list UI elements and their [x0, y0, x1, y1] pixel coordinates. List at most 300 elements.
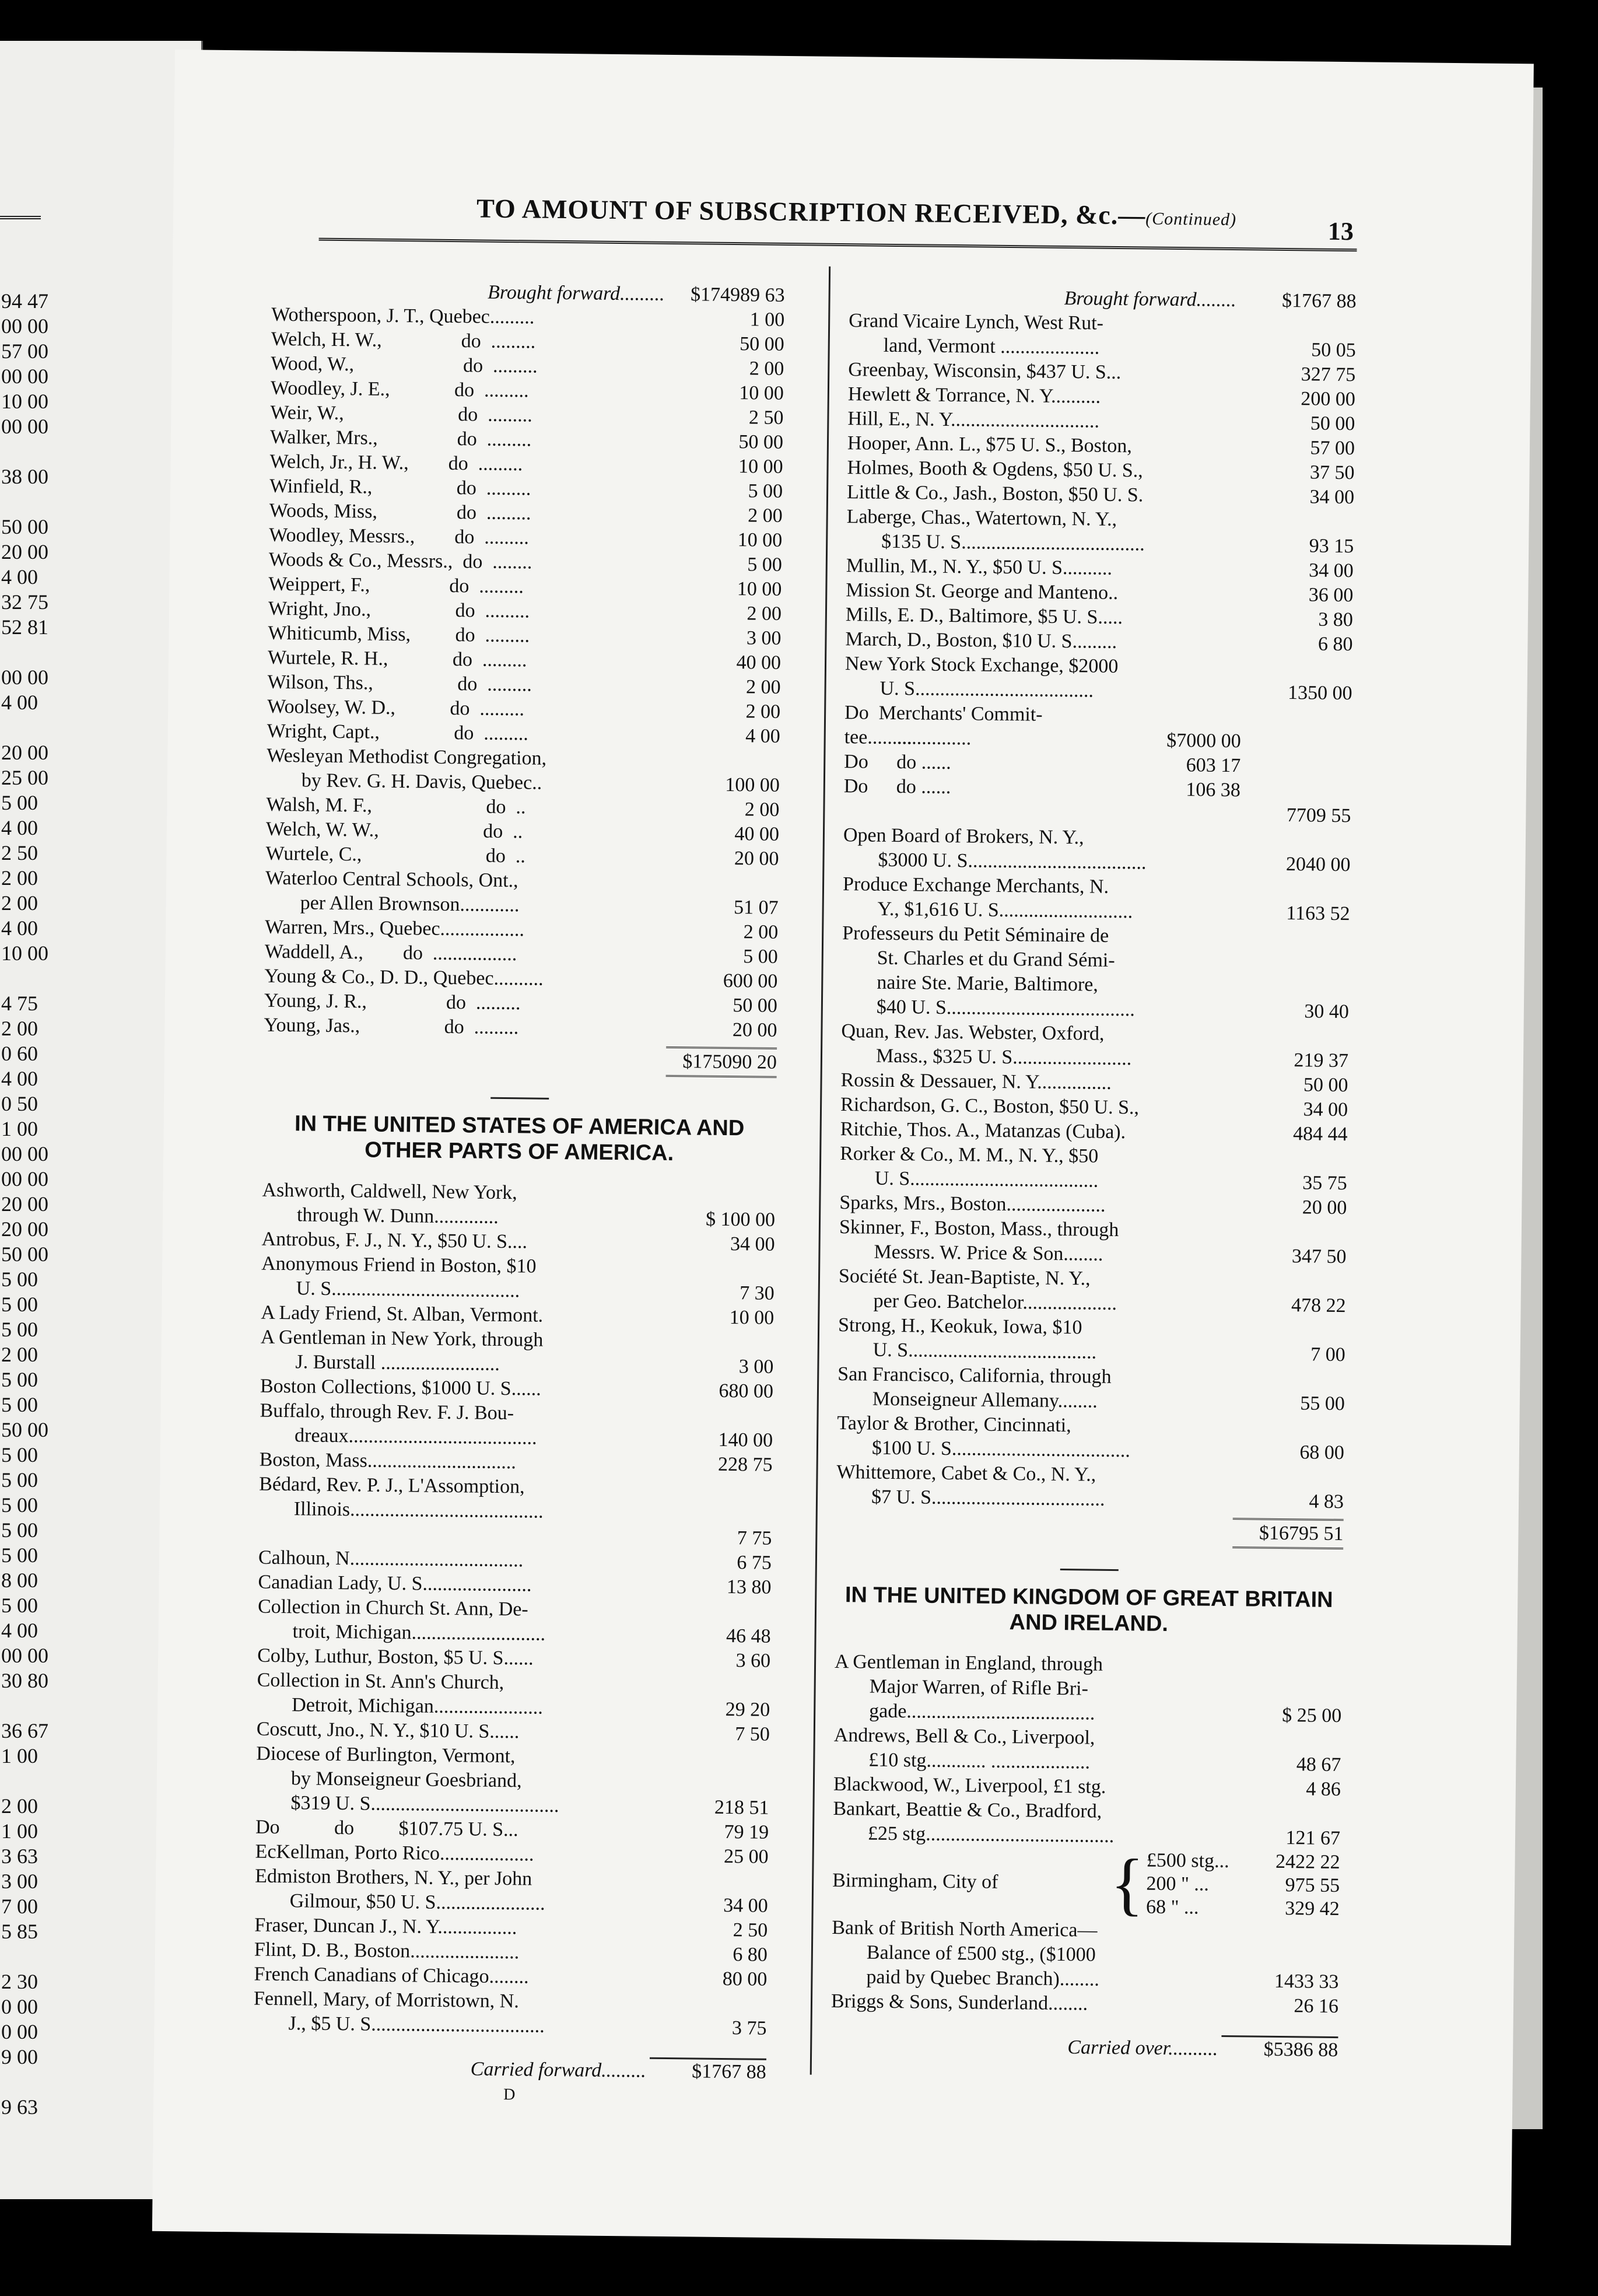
quebec-list-3	[264, 915, 778, 1043]
entry-amount: 7 50	[735, 1723, 770, 1745]
entry-amount: 29 20	[725, 1699, 770, 1721]
left-page-amount: 50 00	[1, 1418, 48, 1441]
entry-name: $7 U. S...................................	[871, 1486, 1105, 1510]
entry-name: Warren, Mrs., Quebec.................	[265, 916, 525, 941]
entry-name: Mass., $325 U. S........................	[875, 1045, 1132, 1070]
entry-name: Canadian Lady, U. S......................	[258, 1571, 532, 1596]
entry-name: Waterloo Central Schools, Ont.,	[265, 867, 518, 892]
entry-amount: 10 00	[737, 529, 783, 551]
left-page-amount: 0 00	[1, 1995, 38, 2018]
left-page-amount: 5 00	[1, 1318, 38, 1341]
birmingham-amount: 329 42	[1285, 1898, 1340, 1920]
entry-amount: 2 50	[748, 407, 784, 429]
entry-amount: 7 00	[1310, 1343, 1345, 1366]
left-page-amount: 5 00	[1, 1393, 38, 1416]
entry-amount: 10 00	[739, 382, 784, 404]
entry-name: Birmingham, City of	[832, 1869, 998, 1893]
entry-amount: 35 75	[1302, 1172, 1347, 1195]
entry-amount: 2040 00	[1285, 853, 1351, 876]
entry-amount: 34 00	[723, 1895, 768, 1917]
entry-name: Briggs & Sons, Sunderland........	[830, 1990, 1088, 2015]
entry-amount: 48 67	[1296, 1754, 1341, 1776]
entry-name: A Gentleman in New York, through	[260, 1326, 544, 1351]
entry-name: Coscutt, Jno., N. Y., $10 U. S......	[256, 1718, 520, 1743]
entry-name: Andrews, Bell & Co., Liverpool,	[833, 1724, 1095, 1749]
subrow-label: tee.........	[844, 726, 913, 749]
left-page-amount: 2 00	[1, 891, 38, 915]
left-page-amount: 2 00	[1, 1343, 38, 1366]
entry-amount: 40 00	[736, 652, 782, 674]
entry-name: Strong, H., Keokuk, Iowa, $10	[837, 1314, 1082, 1339]
list-item	[264, 1013, 777, 1043]
entry-amount: 100 00	[725, 774, 780, 796]
entry-name: Bédard, Rev. P. J., L'Assomption,	[259, 1473, 525, 1498]
brought-forward-amount: $1767 88	[1281, 289, 1357, 313]
entry-amount: 34 00	[1303, 1098, 1348, 1121]
left-page-amount: 4 75	[1, 992, 38, 1015]
left-page-amount: 8 00	[1, 1569, 38, 1592]
birmingham-entry	[832, 1846, 1340, 1921]
left-page-amount: 4 00	[1, 816, 38, 839]
left-page-amount	[0, 2070, 58, 2095]
entry-amount: 327 75	[1301, 363, 1356, 386]
entry-amount: 3 00	[746, 627, 782, 649]
entry-name: Anonymous Friend in Boston, $10	[261, 1252, 537, 1278]
entry-name: Wurtele, C., do ..	[265, 842, 526, 867]
left-page-amount: 00 00	[1, 666, 48, 689]
entry-amount: 1163 52	[1286, 902, 1350, 925]
left-page-amount: 52 81	[1, 615, 48, 639]
left-page-amount	[0, 1693, 58, 1718]
header-continued: (Continued)	[1145, 209, 1237, 230]
entry-amount: 50 00	[738, 431, 784, 453]
entry-name: Diocese of Burlington, Vermont,	[256, 1742, 516, 1768]
entry-name: A Gentleman in England, through	[834, 1650, 1103, 1675]
left-page-amount: 4 00	[1, 1067, 38, 1090]
entry-name: Produce Exchange Merchants, N.	[842, 873, 1109, 898]
entry-name: Messrs. W. Price & Son........	[874, 1241, 1103, 1265]
entry-name: Calhoun, N...................................	[258, 1546, 524, 1572]
entry-name: Wotherspoon, J. T., Quebec.........	[271, 303, 535, 328]
left-page-amount	[0, 966, 58, 991]
entry-name: Little & Co., Jash., Boston, $50 U. S.	[846, 481, 1144, 506]
entry-name: land, Vermont ....................	[883, 334, 1100, 359]
entry-name: $135 U. S.....................................	[881, 530, 1145, 555]
entry-amount: 2 00	[747, 505, 783, 527]
entry-name: U. S......................................	[874, 1167, 1099, 1192]
entry-name: Do do $107.75 U. S...	[255, 1816, 518, 1841]
left-page-amount: 2 50	[1, 841, 38, 864]
uk-list	[833, 1650, 1342, 1851]
entry-name: Illinois.......................................	[293, 1498, 544, 1522]
entry-amount: 2 00	[747, 603, 782, 625]
entry-amount: 2 00	[749, 358, 784, 380]
left-page-amount: 5 85	[1, 1920, 38, 1943]
left-page-amount	[0, 640, 58, 665]
entry-name: Mullin, M., N. Y., $50 U. S..........	[846, 555, 1113, 579]
entry-amount: 200 00	[1301, 388, 1356, 411]
left-page-amount: 36 67	[1, 1719, 48, 1742]
entry-name: Welch, H. W., do .........	[271, 328, 536, 353]
entry-amount: 37 50	[1309, 461, 1355, 484]
left-page-amount: 7 00	[1, 1895, 38, 1918]
left-page-amount: 00 00	[1, 365, 48, 388]
entry-amount: 1350 00	[1287, 682, 1352, 705]
entry-amount: 219 37	[1294, 1049, 1349, 1072]
left-page-amount: 3 63	[1, 1845, 38, 1868]
entry-name: by Monseigneur Goesbriand,	[290, 1768, 522, 1792]
entry-name: Woods, Miss, do .........	[269, 499, 531, 524]
entry-name: Société St. Jean-Baptiste, N. Y.,	[838, 1265, 1091, 1290]
entry-name: Sparks, Mrs., Boston....................	[839, 1192, 1106, 1216]
entry-amount: 20 00	[734, 848, 779, 870]
entry-name: Fennell, Mary, of Morristown, N.	[253, 1987, 520, 2013]
left-page-amounts	[0, 289, 58, 2120]
header-title: TO AMOUNT OF SUBSCRIPTION RECEIVED, &c.—	[476, 193, 1146, 230]
entry-name: Collection in St. Ann's Church,	[257, 1669, 504, 1694]
entry-name: Bank of British North America—	[832, 1916, 1098, 1941]
left-page-amount: 1 00	[1, 1744, 38, 1768]
entry-name: naire Ste. Marie, Baltimore,	[877, 971, 1099, 996]
entry-name: Wilson, Ths., do .........	[267, 671, 532, 696]
left-page-amount: 4 00	[1, 565, 38, 589]
entry-name: dreaux......................................	[294, 1424, 537, 1449]
subtotal-amount: $16795 51	[1232, 1518, 1344, 1549]
entry-name: £25 stg......................................	[867, 1822, 1115, 1847]
entry-amount: 2 00	[744, 799, 780, 821]
entry-name: Buffalo, through Rev. F. J. Bou-	[260, 1399, 514, 1424]
entry-amount: 50 00	[1303, 1074, 1348, 1097]
entry-amount: 3 80	[1318, 608, 1354, 631]
entry-name: March, D., Boston, $10 U. S.........	[845, 628, 1117, 653]
entry-name: $40 U. S......................................	[876, 996, 1136, 1021]
entry-amount: 79 19	[724, 1821, 769, 1843]
entry-name: Woodley, J. E., do .........	[270, 377, 529, 402]
entry-name: by Rev. G. H. Davis, Quebec..	[301, 769, 542, 794]
entry-name: Weir, W., do .........	[270, 401, 532, 426]
entry-name: Waddell, A., do .................	[264, 940, 517, 965]
entry-name: Fraser, Duncan J., N. Y................	[254, 1914, 517, 1939]
left-page-amount: 1 00	[1, 1117, 38, 1140]
entry-amount: 140 00	[718, 1429, 773, 1451]
entry-amount: 478 22	[1291, 1294, 1346, 1317]
entry-amount: 50 00	[1310, 412, 1355, 435]
entry-name: Do Merchants' Commit-	[844, 702, 1043, 726]
entry-name: Laberge, Chas., Watertown, N. Y.,	[846, 506, 1117, 530]
entry-name: Wright, Capt., do .........	[267, 720, 529, 745]
left-page-amount: 20 00	[1, 741, 48, 764]
entry-amount: 34 00	[730, 1233, 775, 1255]
entry-name: Welch, W. W., do ..	[265, 818, 523, 843]
left-page-amount: 5 00	[1, 1468, 38, 1492]
entry-name: St. Charles et du Grand Sémi-	[877, 947, 1115, 971]
entry-amount: 34 00	[1309, 486, 1355, 509]
entry-amount: $ 25 00	[1282, 1704, 1342, 1727]
entry-name: Young & Co., D. D., Quebec..........	[264, 965, 544, 990]
left-page-amount: 5 00	[1, 1544, 38, 1567]
entry-amount: 2 50	[733, 1919, 768, 1941]
entry-name: Rossin & Dessauer, N. Y...............	[840, 1069, 1112, 1094]
entry-name: San Francisco, California, through	[837, 1363, 1112, 1388]
entry-amount: 4 86	[1306, 1778, 1341, 1801]
entry-name: Quan, Rev. Jas. Webster, Oxford,	[841, 1020, 1105, 1045]
entry-name: Hewlett & Torrance, N. Y..........	[847, 383, 1101, 408]
left-page-amount	[0, 489, 58, 514]
left-page-amount: 0 50	[1, 1092, 38, 1115]
signature-mark: D	[503, 2085, 516, 2104]
entry-name: J., $5 U. S...................................	[288, 2013, 545, 2037]
list-item	[836, 1485, 1344, 1514]
brought-forward-label: Brought forward.........	[487, 281, 665, 305]
entry-amount: 68 00	[1299, 1441, 1345, 1464]
entry-name: gade......................................	[869, 1700, 1095, 1724]
left-page-amount: 00 00	[1, 1644, 48, 1667]
entry-amount: 80 00	[722, 1968, 768, 1990]
brought-forward-amount: $174989 63	[690, 284, 785, 306]
left-page-amount: 25 00	[1, 766, 48, 789]
entry-name: Professeurs du Petit Séminaire de	[842, 922, 1109, 947]
entry-name: Grand Vicaire Lynch, West Rut-	[849, 310, 1104, 334]
entry-name: Colby, Luthur, Boston, $5 U. S......	[257, 1644, 534, 1670]
left-page-amount: 0 00	[1, 2020, 38, 2043]
entry-amount: 4 83	[1309, 1490, 1344, 1513]
entry-name: Hill, E., N. Y..............................	[847, 408, 1100, 432]
entry-name: per Allen Brownson............	[300, 892, 520, 916]
entry-amount: 5 00	[743, 946, 778, 968]
left-page-amount: 5 00	[1, 1368, 38, 1391]
left-page-amount: 4 00	[1, 691, 38, 714]
quebec-list	[267, 303, 785, 749]
brace-glyph: {	[1110, 1844, 1145, 1923]
entry-name: New York Stock Exchange, $2000	[844, 653, 1119, 677]
merchants-subrow	[844, 725, 1240, 754]
subrow-amount: 106 38	[1186, 779, 1240, 802]
document-page	[152, 50, 1534, 2245]
birmingham-item: £500 stg...	[1146, 1849, 1229, 1873]
left-page-amount: 5 00	[1, 1594, 38, 1617]
entry-name: Mission St. George and Manteno..	[846, 579, 1119, 604]
merchants-subrow	[844, 750, 1240, 778]
left-page-amount: 9 00	[1, 2045, 38, 2068]
carried-forward-label: Carried forward.........	[470, 2058, 646, 2082]
entry-name: Wood, W., do .........	[271, 352, 538, 377]
entry-amount: 347 50	[1291, 1245, 1347, 1268]
entry-amount: 2 00	[743, 921, 779, 943]
carried-over-label: Carried over..........	[1067, 2036, 1218, 2060]
entry-name: paid by Quebec Branch)........	[866, 1966, 1100, 1990]
left-page-amount: 10 00	[1, 390, 48, 413]
entry-amount: 6 80	[1317, 633, 1353, 656]
entry-amount: 3 00	[738, 1356, 774, 1378]
left-page-amount: 3 00	[1, 1870, 38, 1893]
left-page-amount: 50 00	[1, 1242, 48, 1266]
section-heading-uk: IN THE UNITED KINGDOM OF GREAT BRITAIN AND IRELAND.	[844, 1583, 1333, 1636]
uk-list-2	[831, 1916, 1340, 2019]
entry-name: Walsh, M. F., do ..	[266, 793, 526, 818]
entry-name: Y., $1,616 U. S...........................	[877, 898, 1133, 923]
subrow-amount: 603 17	[1186, 754, 1241, 777]
brought-forward-label: Brought forward........	[1064, 287, 1236, 312]
entry-amount: 2 00	[745, 676, 781, 698]
left-page-amount: 5 00	[1, 1443, 38, 1466]
entry-name: Major Warren, of Rifle Bri-	[869, 1675, 1089, 1700]
left-page-amount: 1 00	[1, 1819, 38, 1843]
entry-name: $319 U. S......................................	[290, 1792, 559, 1817]
section-heading-usa: IN THE UNITED STATES OF AMERICA AND OTHER PARTS OF AMERICA.	[294, 1111, 745, 1166]
entry-amount: 484 44	[1292, 1123, 1348, 1146]
page-number: 13	[1327, 216, 1354, 246]
entry-amount: 50 00	[740, 333, 784, 355]
entry-name: Flint, D. B., Boston......................	[254, 1938, 520, 1964]
entry-amount: 5 00	[747, 554, 782, 576]
entry-name: French Canadians of Chicago........	[254, 1963, 529, 1988]
entry-name: U. S......................................	[296, 1278, 520, 1302]
left-page-amount: 4 00	[1, 916, 38, 940]
entry-amount: 26 16	[1294, 1995, 1339, 2018]
left-page-amount: 20 00	[1, 1192, 48, 1216]
entry-name: Blackwood, W., Liverpool, £1 stg.	[833, 1773, 1106, 1798]
entry-name: A Lady Friend, St. Alban, Vermont.	[261, 1301, 544, 1326]
entry-name: Skinner, F., Boston, Mass., through	[839, 1216, 1119, 1241]
entry-amount: 121 67	[1285, 1827, 1341, 1850]
entry-amount: 10 00	[737, 578, 782, 600]
entry-name: through W. Dunn.............	[296, 1204, 499, 1228]
entry-name: Monseigneur Allemany........	[872, 1388, 1098, 1412]
entry-name: Whittemore, Cabet & Co., N. Y.,	[836, 1461, 1096, 1486]
subtotal-row	[836, 1514, 1343, 1549]
entry-name: Rorker & Co., M. M., N. Y., $50	[840, 1143, 1099, 1167]
entry-amount: 7 75	[737, 1527, 772, 1549]
entry-amount: 5 00	[748, 480, 783, 502]
left-page-amount: 5 00	[1, 791, 38, 814]
header-rule	[319, 238, 1357, 252]
left-page-amount: 20 00	[1, 540, 48, 564]
entry-name: $3000 U. S....................................	[878, 849, 1147, 874]
left-page-amount: 5 00	[1, 1293, 38, 1316]
entry-name: Boston, Mass..............................	[259, 1448, 517, 1474]
entry-name: Woolsey, W. D., do .........	[267, 695, 525, 720]
right-column	[830, 284, 1357, 2063]
entry-name: Collection in Church St. Ann, De-	[257, 1595, 528, 1620]
left-page-amount: 5 00	[1, 1518, 38, 1542]
left-page-amount: 0 60	[1, 1042, 38, 1065]
page-header	[476, 192, 1237, 232]
column-divider	[810, 267, 830, 2075]
entry-name: Ritchie, Thos. A., Matanzas (Cuba).	[840, 1118, 1126, 1143]
entry-name: Balance of £500 stg., ($1000	[866, 1941, 1096, 1966]
entry-amount: 6 80	[733, 1944, 768, 1966]
entry-name: Richardson, G. C., Boston, $50 U. S.,	[840, 1094, 1140, 1119]
entry-amount: 13 80	[726, 1576, 772, 1598]
entry-name: Young, Jas., do .........	[264, 1014, 519, 1039]
entry-name: Open Board of Brokers, N. Y.,	[843, 824, 1084, 849]
entry-amount: $ 100 00	[705, 1208, 776, 1231]
left-column	[253, 278, 785, 2107]
left-page-amount: 20 00	[1, 1217, 48, 1241]
entry-amount: 600 00	[723, 970, 778, 992]
left-page-amount: 00 00	[1, 1167, 48, 1191]
entry-amount: 3 75	[731, 2017, 767, 2039]
entry-name: Wright, Jno., do .........	[268, 597, 530, 622]
left-page-amount: 2 00	[1, 866, 38, 890]
subrow-dots: ...............	[896, 727, 972, 750]
birmingham-amount: 2422 22	[1275, 1850, 1340, 1874]
quebec-list-2	[265, 793, 779, 872]
entry-amount: 50 05	[1311, 339, 1356, 362]
entry-name: Wesleyan Methodist Congregation,	[267, 744, 547, 769]
birmingham-item: 200 " ...	[1146, 1873, 1210, 1895]
entry-name: Young, J. R., do .........	[264, 989, 521, 1014]
entry-amount: 34 00	[1309, 559, 1354, 582]
entry-amount: 4 00	[745, 725, 780, 747]
entry-name: £10 stg............ ....................	[868, 1749, 1091, 1773]
entry-amount: 1 00	[749, 309, 785, 331]
left-page-rule	[0, 216, 41, 219]
subrow-dots: do ......	[896, 776, 951, 798]
entry-amount: 6 75	[737, 1552, 772, 1574]
entry-name: Edmiston Brothers, N. Y., per John	[255, 1865, 532, 1890]
entry-name: Boston Collections, $1000 U. S......	[260, 1375, 541, 1400]
entry-amount: 50 00	[733, 995, 778, 1017]
left-page-amount: 94 47	[1, 289, 48, 313]
left-page-amount: 2 00	[1, 1794, 38, 1818]
entry-name: U. S....................................	[879, 677, 1094, 702]
merchants-subrows	[844, 725, 1352, 804]
entry-amount: 20 00	[732, 1019, 777, 1041]
entry-name: Holmes, Booth & Ogdens, $50 U. S.,	[847, 457, 1143, 482]
subtotal-row	[264, 1042, 777, 1078]
subrow-label: Do	[844, 751, 869, 773]
entry-amount: 46 48	[726, 1625, 771, 1647]
entry-name: Greenbay, Wisconsin, $437 U. S...	[848, 359, 1122, 384]
entry-name: Weippert, F., do .........	[268, 573, 524, 598]
left-page-amount: 9 63	[1, 2095, 38, 2119]
entry-name: per Geo. Batchelor...................	[873, 1290, 1117, 1315]
section-divider	[1060, 1569, 1119, 1571]
subrow-dots: do ......	[896, 751, 951, 774]
entry-name: U. S......................................	[872, 1339, 1097, 1363]
entry-amount: 10 00	[729, 1307, 775, 1329]
entry-name: Ashworth, Caldwell, New York,	[262, 1179, 517, 1204]
subrow-label: Do	[843, 775, 868, 797]
left-page-amount: 5 00	[1, 1493, 38, 1517]
entry-amount: 2 00	[745, 701, 781, 723]
left-page-amount: 10 00	[1, 942, 48, 965]
left-page-amount	[0, 715, 58, 740]
entry-name: Bankart, Beattie & Co., Bradford,	[833, 1797, 1102, 1822]
entry-name: troit, Michigan...........................	[292, 1620, 546, 1645]
list-item	[831, 1989, 1338, 2019]
subtotal-amount: $175090 20	[666, 1046, 777, 1078]
entry-name: Gilmour, $50 U. S......................	[289, 1890, 545, 1915]
entries-list	[844, 309, 1356, 706]
entry-amount: 1433 33	[1274, 1970, 1339, 1993]
entry-amount: 57 00	[1310, 437, 1355, 460]
entry-amount: 55 00	[1300, 1392, 1345, 1415]
entry-name: Mills, E. D., Baltimore, $5 U. S.....	[845, 604, 1123, 629]
entry-amount: 36 00	[1308, 584, 1354, 607]
usa-list	[253, 1178, 775, 2041]
entry-name: Taylor & Brother, Cincinnati,	[837, 1412, 1071, 1437]
entry-amount: 30 40	[1304, 1000, 1350, 1023]
left-page-amount: 5 00	[1, 1268, 38, 1291]
list-item	[253, 2011, 766, 2041]
entry-name: Wurtele, R. H., do .........	[267, 646, 527, 671]
left-page-amount: 50 00	[1, 515, 48, 538]
entry-name: Welch, Jr., H. W., do .........	[269, 450, 523, 475]
left-page-amount: 32 75	[1, 590, 48, 614]
left-page-amount: 00 00	[1, 314, 48, 338]
